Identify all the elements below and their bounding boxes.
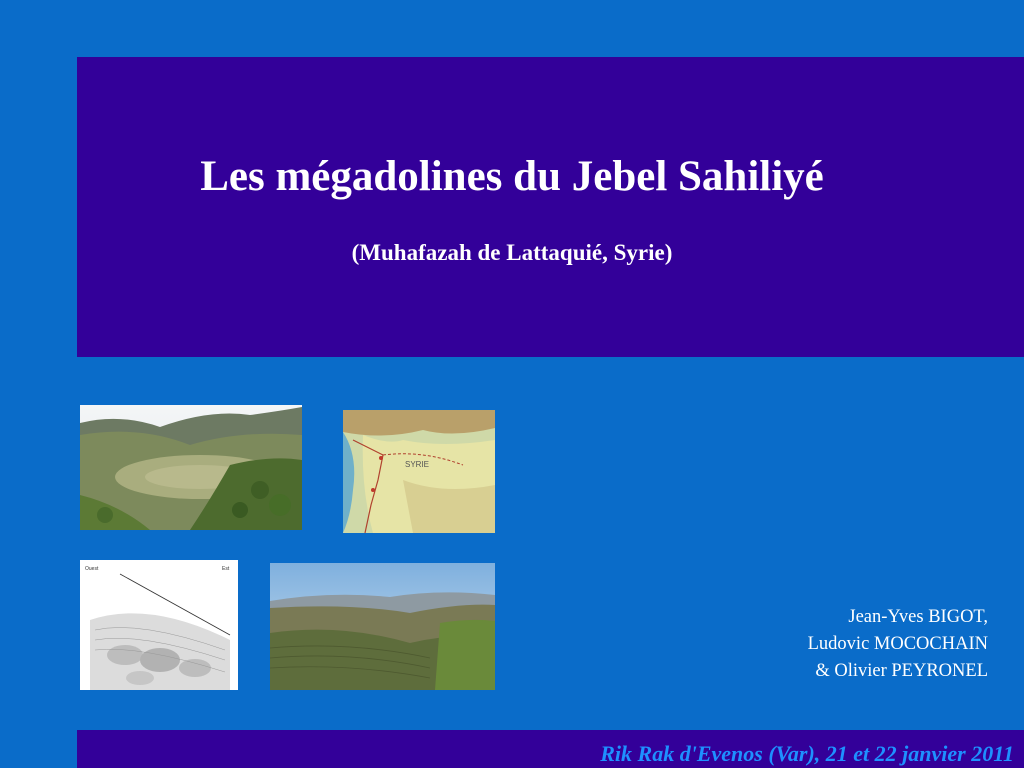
title-band [77,57,1024,357]
footer-text: Rik Rak d'Evenos (Var), 21 et 22 janvier 2011 [600,741,1014,766]
doline-landscape-photo [80,405,302,530]
geological-sketch [80,560,238,690]
author-3: & Olivier PEYRONEL [815,661,988,681]
sketch-west-label: Ouest [85,566,99,572]
sketch-east-label: Est [222,566,230,572]
valley-landscape-photo [270,563,495,690]
slide-title: Les mégadolines du Jebel Sahiliyé [200,153,824,200]
author-1: Jean-Yves BIGOT, [848,607,988,627]
map-country-label: SYRIE [405,460,430,469]
slide-subtitle: (Muhafazah de Lattaquié, Syrie) [351,240,673,265]
author-list [808,604,988,685]
syria-map [343,410,495,533]
author-2: Ludovic MOCOCHAIN [807,634,988,654]
